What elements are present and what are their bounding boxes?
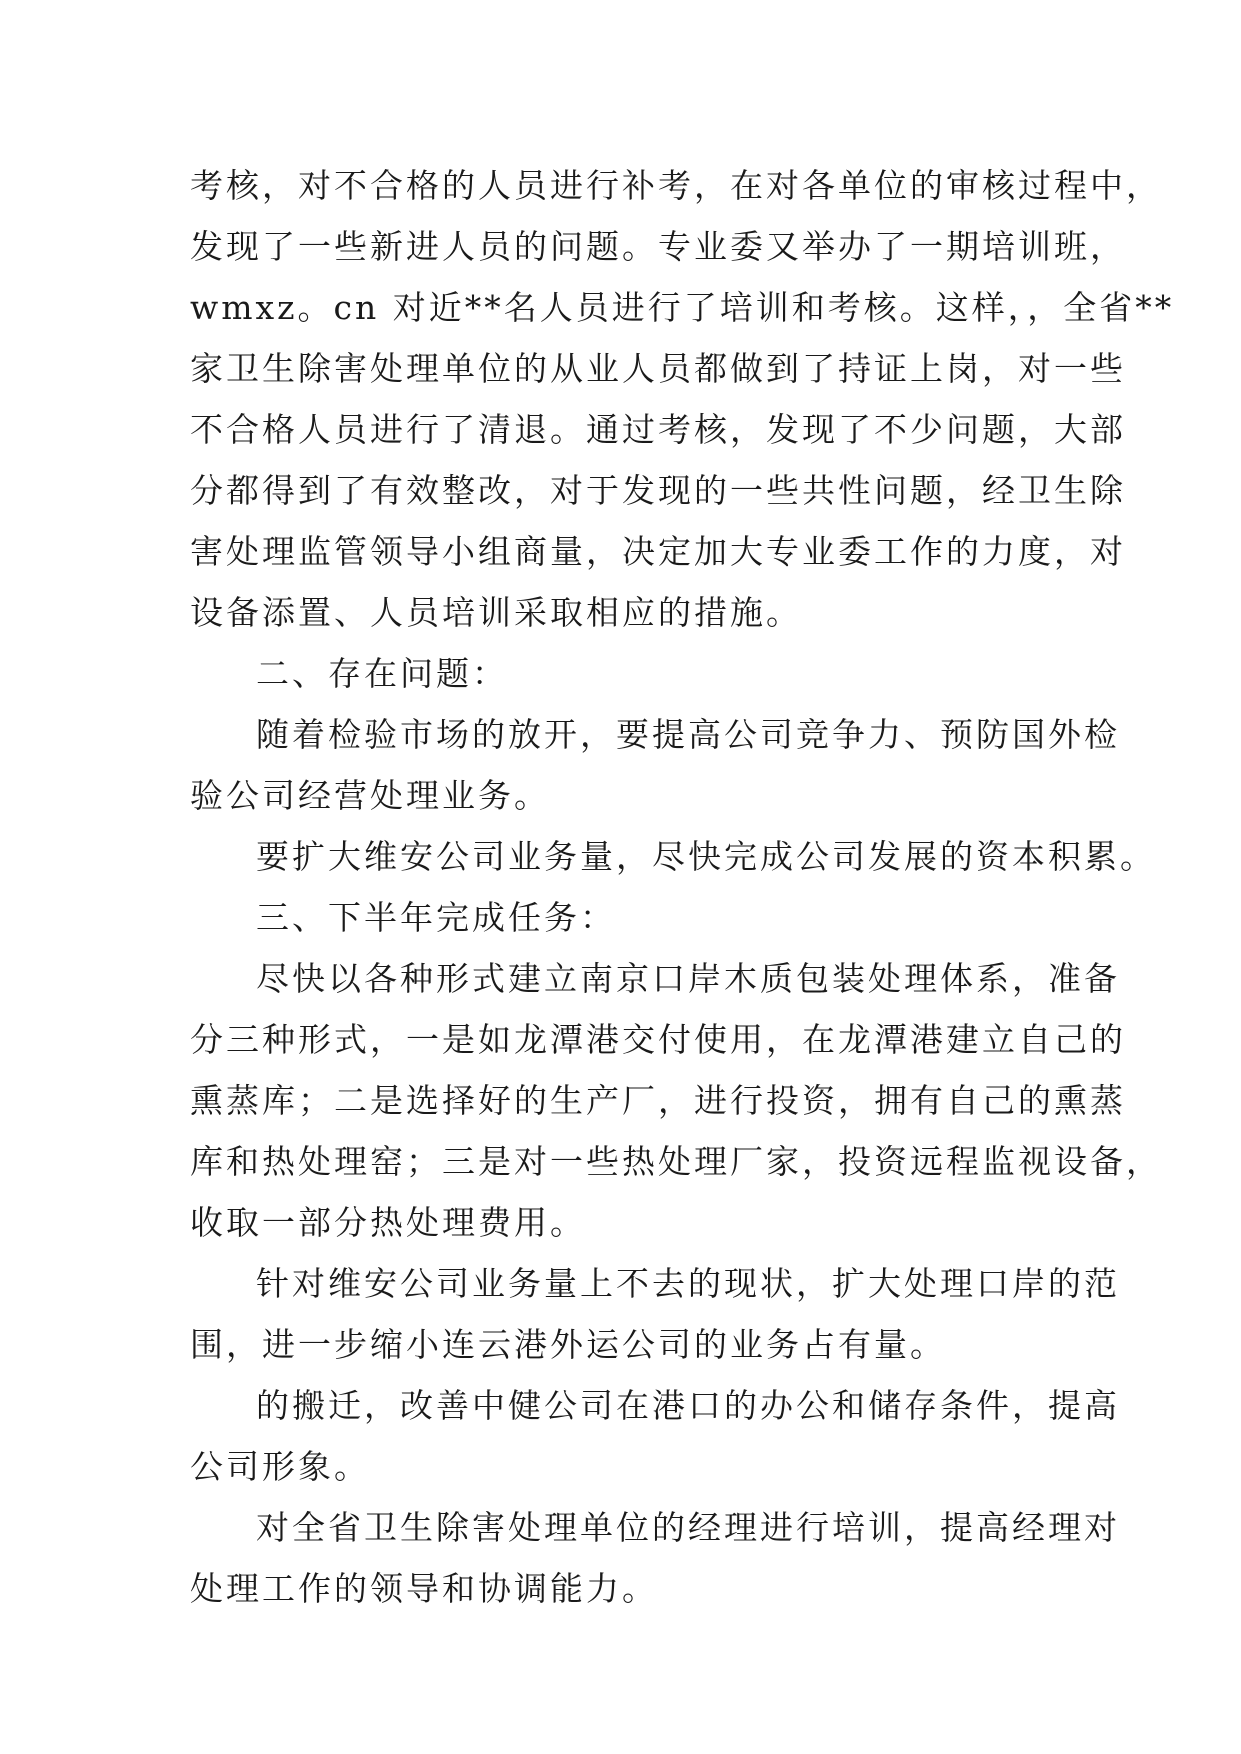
text-line: wmxz。cn 对近**名人员进行了培训和考核。这样，，全省** [190,288,1175,327]
text-line: 考核，对不合格的人员进行补考，在对各单位的审核过程中， [190,166,1162,205]
text-line: 要扩大维安公司业务量，尽快完成公司发展的资本积累。 [256,837,1156,876]
text-line: 对全省卫生除害处理单位的经理进行培训，提高经理对 [256,1508,1120,1547]
text-line: 分三种形式，一是如龙潭港交付使用，在龙潭港建立自己的 [190,1020,1126,1059]
text-line: 不合格人员进行了清退。通过考核，发现了不少问题，大部 [190,410,1126,449]
text-line: 家卫生除害处理单位的从业人员都做到了持证上岗，对一些 [190,349,1126,388]
text-line: 分都得到了有效整改，对于发现的一些共性问题，经卫生除 [190,471,1126,510]
text-line: 公司形象。 [190,1447,370,1486]
text-line: 发现了一些新进人员的问题。专业委又举办了一期培训班， [190,227,1126,266]
text-line: 验公司经营处理业务。 [190,776,550,815]
text-line: 随着检验市场的放开，要提高公司竞争力、预防国外检 [256,715,1120,754]
text-line: 处理工作的领导和协调能力。 [190,1569,658,1608]
text-line: 设备添置、人员培训采取相应的措施。 [190,593,802,632]
text-line: 收取一部分热处理费用。 [190,1203,586,1242]
section-heading: 二、存在问题： [256,654,508,693]
text-line: 尽快以各种形式建立南京口岸木质包装处理体系，准备 [256,959,1120,998]
text-line: 熏蒸库；二是选择好的生产厂，进行投资，拥有自己的熏蒸 [190,1081,1126,1120]
text-line: 库和热处理窑；三是对一些热处理厂家，投资远程监视设备， [190,1142,1162,1181]
section-heading: 三、下半年完成任务： [256,898,616,937]
text-line: 针对维安公司业务量上不去的现状，扩大处理口岸的范 [256,1264,1120,1303]
text-line: 害处理监管领导小组商量，决定加大专业委工作的力度，对 [190,532,1126,571]
text-line: 围，进一步缩小连云港外运公司的业务占有量。 [190,1325,946,1364]
text-line: 的搬迁，改善中健公司在港口的办公和储存条件，提高 [256,1386,1120,1425]
